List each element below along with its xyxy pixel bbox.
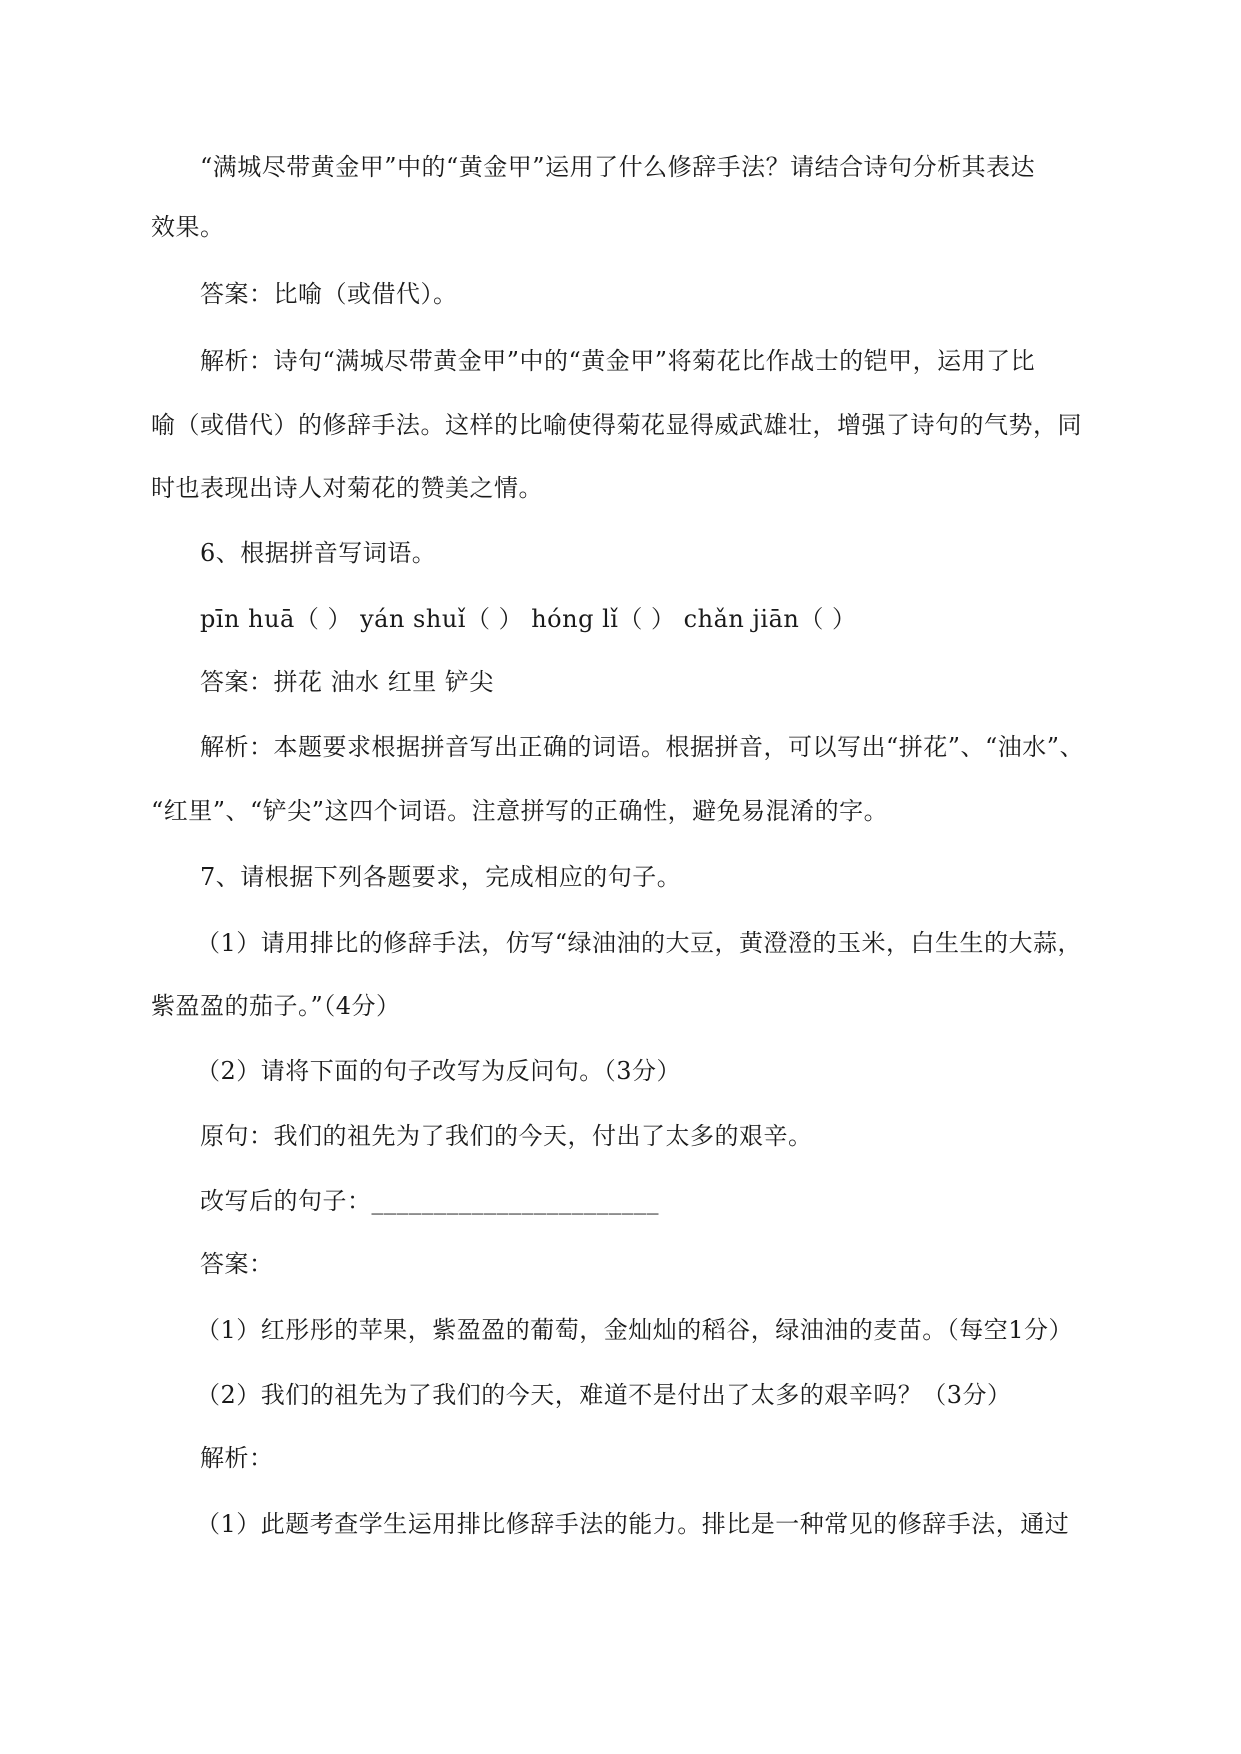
analysis-5-line-3: 时也表现出诗人对菊花的赞美之情。	[151, 474, 543, 502]
analysis-5-line-1: 解析：诗句“满城尽带黄金甲”中的“黄金甲”将菊花比作战士的铠甲，运用了比	[200, 347, 1036, 375]
question-7-2: （2）请将下面的句子改写为反问句。（3分）	[196, 1057, 682, 1085]
analysis-5-line-2: 喻（或借代）的修辞手法。这样的比喻使得菊花显得威武雄壮，增强了诗句的气势，同	[151, 411, 1082, 439]
rewritten-sentence-blank: 改写后的句子：_______________________	[200, 1187, 659, 1215]
analysis-7-1-line-1: （1）此题考查学生运用排比修辞手法的能力。排比是一种常见的修辞手法，通过	[196, 1510, 1070, 1538]
answer-7-2: （2）我们的祖先为了我们的今天，难道不是付出了太多的艰辛吗？（3分）	[196, 1381, 1012, 1409]
question-6-pinyin: pīn huā（ ） yán shuǐ（ ） hóng lǐ（ ） chǎn jiān（ ）	[200, 605, 857, 633]
question-7-1-line-2: 紫盈盈的茄子。”（4分）	[151, 992, 401, 1020]
answer-7-1: （1）红彤彤的苹果，紫盈盈的葡萄，金灿灿的稻谷，绿油油的麦苗。（每空1分）	[196, 1316, 1074, 1344]
answer-7-heading: 答案：	[200, 1250, 274, 1278]
analysis-6-line-2: “红里”、“铲尖”这四个词语。注意拼写的正确性，避免易混淆的字。	[151, 797, 889, 825]
analysis-6-line-1: 解析：本题要求根据拼音写出正确的词语。根据拼音，可以写出“拼花”、“油水”、	[200, 733, 1085, 761]
analysis-7-heading: 解析：	[200, 1444, 274, 1472]
answer-6: 答案：拼花 油水 红里 铲尖	[200, 668, 494, 696]
original-sentence: 原句：我们的祖先为了我们的今天，付出了太多的艰辛。	[200, 1122, 813, 1150]
question-7-heading: 7、请根据下列各题要求，完成相应的句子。	[200, 863, 682, 891]
question-5-text-line-1: “满城尽带黄金甲”中的“黄金甲”运用了什么修辞手法？请结合诗句分析其表达	[200, 153, 1036, 181]
question-5-text-line-2: 效果。	[151, 213, 225, 241]
question-6-heading: 6、根据拼音写词语。	[200, 539, 437, 567]
question-7-1-line-1: （1）请用排比的修辞手法，仿写“绿油油的大豆，黄澄澄的玉米，白生生的大蒜，	[196, 929, 1083, 957]
answer-5: 答案：比喻（或借代）。	[200, 280, 458, 308]
